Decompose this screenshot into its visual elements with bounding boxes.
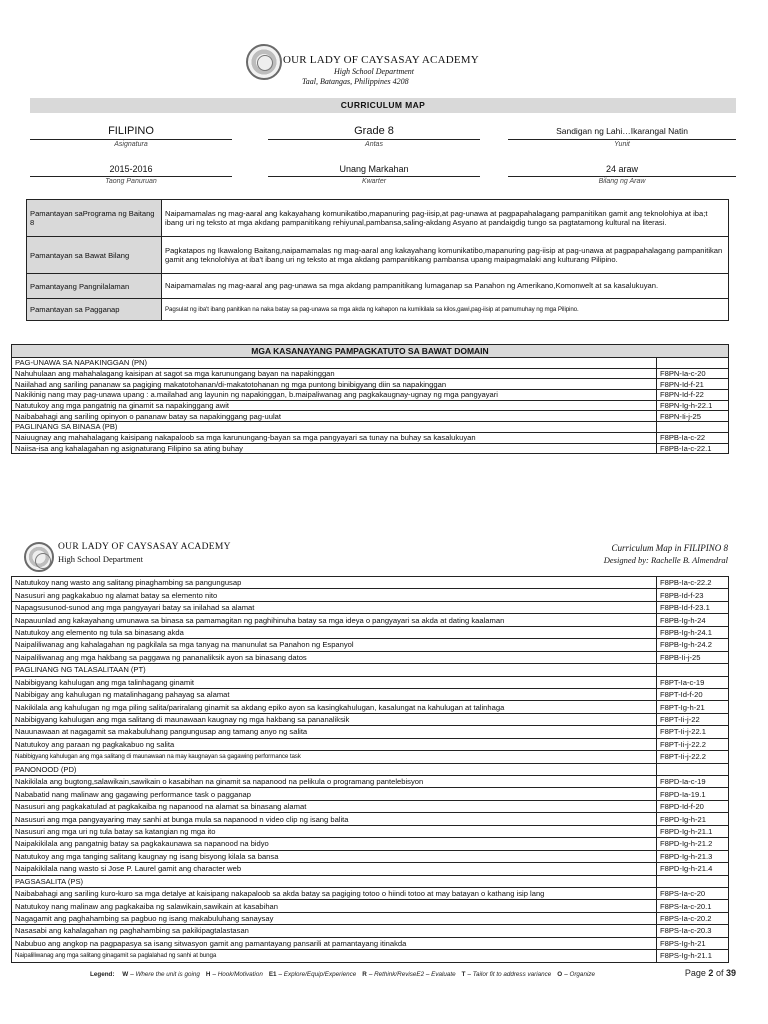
standard-row xyxy=(27,274,729,299)
legend-desc: – Rethink/ReviseE2 – Evaluate xyxy=(368,971,456,978)
page2-school-name: OUR LADY OF CAYSASAY ACADEMY xyxy=(58,542,231,552)
info-days-label: Bilang ng Araw xyxy=(598,178,646,185)
competency-code: F8PD-Ig-h-21.1 xyxy=(657,825,729,837)
competency-text: Naiuugnay ang mahahalagang kaisipang nakapaloob sa mga karunungang-bayan sa mga pangyayari sa tunay na buhay sa kasalukuyan xyxy=(12,432,657,443)
competency-text: Nasasabi ang kahalagahan ng paghahambing sa pakikipagtalastasan xyxy=(12,925,657,937)
competency-code: F8PB-Id-f-23 xyxy=(657,589,729,601)
info-grade-label: Antas xyxy=(365,141,383,148)
competency-text: Natutukoy ang paraan ng pagkakabuo ng salita xyxy=(12,738,657,750)
page2-title: Curriculum Map in FILIPINO 8 xyxy=(611,543,728,553)
legend xyxy=(90,971,595,978)
competency-code: F8PN-Ii-j-25 xyxy=(657,411,729,422)
info-quarter-value: Unang Markahan xyxy=(339,164,409,174)
competency-code: F8PB-Ig-h-24.1 xyxy=(657,626,729,638)
page2-designer: Designed by: Rachelle B. Almendral xyxy=(603,555,728,565)
competency-row xyxy=(12,776,729,788)
competency-text: Naibabahagi ang sariling kuro-kuro sa mga detalye at kaisipang nakapaloob sa akda batay sa pagiging totoo o hiindi totoo at may batayan o kathang isip lang xyxy=(12,887,657,899)
competency-row xyxy=(12,390,729,401)
standard-row xyxy=(27,299,729,321)
competency-code: F8PS-Ig-h-21.1 xyxy=(657,950,729,962)
competency-row xyxy=(12,950,729,962)
info-divider xyxy=(30,176,232,177)
competency-text: Naiilahad ang sariling pananaw sa pagiging makatotohanan/di-makatotohanan ng mga puntong binibigyang diin sa napakinggan xyxy=(12,379,657,390)
info-year-label: Taong Panuruan xyxy=(105,178,157,185)
competency-code: F8PB-Id-f-23.1 xyxy=(657,601,729,613)
competency-text: Napauunlad ang kakayahang umunawa sa binasa sa pamamagitan ng paghihinuha batay sa mga ideya o pangyayari sa akda at dating kaalaman xyxy=(12,614,657,626)
competency-code: F8PS-Ia-c-20.2 xyxy=(657,912,729,924)
competency-code xyxy=(657,664,729,676)
competency-row xyxy=(12,800,729,812)
legend-key: H xyxy=(205,971,211,978)
competency-row xyxy=(12,713,729,725)
competency-text: Naibabahagi ang sariling opinyon o pananaw batay sa napakinggang pag-uulat xyxy=(12,411,657,422)
competency-row xyxy=(12,676,729,688)
page-number xyxy=(685,968,736,978)
school-department: High School Department xyxy=(334,67,414,76)
competency-row xyxy=(12,651,729,663)
competency-row xyxy=(12,443,729,454)
competency-text: Nasusuri ang mga pangyayaring may sanhi at bunga mula sa napanood n video clip ng isang balita xyxy=(12,813,657,825)
competency-row xyxy=(12,738,729,750)
competency-text: Natutukoy ang elemento ng tula sa binasang akda xyxy=(12,626,657,638)
competency-row xyxy=(12,887,729,899)
competency-code: F8PN-Ig-h-22.1 xyxy=(657,400,729,411)
info-subject-value: FILIPINO xyxy=(108,125,154,137)
competency-text: Nasusuri ang mga uri ng tula batay sa katangian ng mga ito xyxy=(12,825,657,837)
page-footer xyxy=(30,968,736,982)
school-address: Taal, Batangas, Philippines 4208 xyxy=(302,77,409,86)
competency-row xyxy=(12,614,729,626)
competency-row xyxy=(12,701,729,713)
legend-key: W xyxy=(122,971,129,978)
competency-row xyxy=(12,937,729,949)
competency-text: Nakikilala ang kahulugan ng mga piling salita/pariralang ginamit sa akdang epiko ayon sa kasingkahulugan, kasalungat na kahulugan at talinhaga xyxy=(12,701,657,713)
competency-text: Nasusuri ang pagkakatulad at pagkakaiba ng napanood na alamat sa binasang alamat xyxy=(12,800,657,812)
competency-text: Naipakikilala ang pangatnig batay sa pagkakaunawa sa napanood na bidyo xyxy=(12,838,657,850)
competency-row xyxy=(12,912,729,924)
legend-item xyxy=(557,971,595,978)
competency-code: F8PB-Ig-h-24.2 xyxy=(657,639,729,651)
competency-text: Nabibigyang kahulugan ang mga salitang di maunawaan kaugnay ng mga hakbang sa pananaliksik xyxy=(12,713,657,725)
competency-code: F8PS-Ia-c-20.1 xyxy=(657,900,729,912)
competency-row xyxy=(12,825,729,837)
competency-text: Nasusuri ang pagkakabuo ng alamat batay sa elemento nito xyxy=(12,589,657,601)
standard-row xyxy=(27,200,729,237)
competency-row xyxy=(12,813,729,825)
competency-text: Napagsusunod-sunod ang mga pangyayari batay sa inilahad sa alamat xyxy=(12,601,657,613)
legend-key: R xyxy=(362,971,367,978)
standard-text: Pagsulat ng iba't ibang panitikan na naka batay sa pag-unawa sa mga akda ng kahapon na kumikilala sa kilos,gawi,pag-iisip at pamumuhay ng mga Pilipino. xyxy=(162,299,729,321)
competency-text: Nahuhulaan ang mahahalagang kaisipan at sagot sa mga karunungang bayan na napakinggan xyxy=(12,368,657,379)
competency-row xyxy=(12,626,729,638)
competency-row xyxy=(12,639,729,651)
competency-text: Nauunawaan at nagagamit sa makabuluhang pangungusap ang tamang anyo ng salita xyxy=(12,726,657,738)
competency-row xyxy=(12,900,729,912)
competency-row xyxy=(12,432,729,443)
competency-code: F8PN-Id-f-22 xyxy=(657,390,729,401)
competency-text: Naipaliliwanag ang mga salitang ginagamit sa paglalahad ng sanhi at bunga xyxy=(12,950,657,962)
school-name: OUR LADY OF CAYSASAY ACADEMY xyxy=(283,54,479,66)
competency-row xyxy=(12,688,729,700)
standard-label: Pamantayan sa Bawat Bilang xyxy=(27,237,162,274)
competency-row xyxy=(12,788,729,800)
legend-desc: – Hook/Motivation xyxy=(212,971,263,978)
competency-text: Nabibigyang kahulugan ang mga talinhagang ginamit xyxy=(12,676,657,688)
competency-code: F8PS-Ia-c-20 xyxy=(657,887,729,899)
competency-text: Nakikilala ang bugtong,salawikain,sawikain o kasabihan na ginamit sa napanood na pelikula o programang pantelebisyon xyxy=(12,776,657,788)
standard-label: Pamantayang Pangnilalaman xyxy=(27,274,162,299)
legend-desc: – Tailor fit to address variance xyxy=(467,971,552,978)
competency-code: F8PT-Ig-h-21 xyxy=(657,701,729,713)
competency-code: F8PD-Id-f-20 xyxy=(657,800,729,812)
competency-row xyxy=(12,411,729,422)
competency-row xyxy=(12,368,729,379)
competency-text: Natutukoy nang malinaw ang pagkakaiba ng salawikain,sawikain at kasabihan xyxy=(12,900,657,912)
competency-row xyxy=(12,726,729,738)
competency-code: F8PB-Ia-c-22.2 xyxy=(657,577,729,589)
domain-section-row xyxy=(12,875,729,887)
competency-code: F8PS-Ig-h-21 xyxy=(657,937,729,949)
page-total: 39 xyxy=(725,968,736,978)
competency-text: Nakikinig nang may pag-unawa upang : a.mailahad ang layunin ng napakinggan, b.maipaliwanag ang pagkakaugnay-ugnay ng mga pangyayari xyxy=(12,390,657,401)
competency-code: F8PB-Ig-h-24 xyxy=(657,614,729,626)
competency-row xyxy=(12,577,729,589)
legend-desc: – Organize xyxy=(564,971,595,978)
domain-section-title: PAGLINANG SA BINASA (PB) xyxy=(12,422,657,433)
info-days-value: 24 araw xyxy=(605,164,639,174)
info-unit-label: Yunit xyxy=(614,141,630,148)
domain-table-page1 xyxy=(11,344,729,454)
competency-code: F8PD-Ig-h-21.3 xyxy=(657,850,729,862)
competency-row xyxy=(12,379,729,390)
competency-text: Nababatid nang malinaw ang gagawing performance task o pagganap xyxy=(12,788,657,800)
info-divider xyxy=(268,176,480,177)
competency-text: Natutukoy ang mga pangatnig na ginamit sa napakinggang awit xyxy=(12,400,657,411)
legend-key: T xyxy=(461,971,466,978)
domain-table-page2 xyxy=(11,576,729,963)
competency-code xyxy=(657,763,729,775)
domain-section-title: PAGSASALITA (PS) xyxy=(12,875,657,887)
info-subject-label: Asignatura xyxy=(114,141,148,148)
legend-item xyxy=(206,971,263,978)
page-current: 2 xyxy=(708,968,714,978)
competency-code xyxy=(657,875,729,887)
legend-desc: – Where the unit is going xyxy=(130,971,200,978)
domain-table-heading: MGA KASANAYANG PAMPAGKATUTO SA BAWAT DOMAIN xyxy=(12,345,729,358)
info-unit-value: Sandigan ng Lahi…Ikarangal Natin xyxy=(556,126,688,136)
standard-text: Naipamamalas ng mag-aaral ang pag-unawa sa mga akdang pampanitikang lumaganap sa Panahon ng Amerikano,Komonwelt at sa kasalukuyan. xyxy=(162,274,729,299)
info-divider xyxy=(268,139,480,140)
info-grade-value: Grade 8 xyxy=(354,125,394,137)
legend-item xyxy=(362,971,455,978)
competency-text: Naipaliliwanag ang kahalagahan ng pagkilala sa mga tanyag na manunulat sa Panahon ng Espanyol xyxy=(12,639,657,651)
competency-code: F8PS-Ia-c-20.3 xyxy=(657,925,729,937)
legend-item xyxy=(122,971,200,978)
competency-text: Naipaliliwanag ang mga hakbang sa paggawa ng pananaliksik ayon sa binasang datos xyxy=(12,651,657,663)
domain-section-title: PAG-UNAWA SA NAPAKINGGAN (PN) xyxy=(12,358,657,369)
competency-code: F8PB-Ii-j-25 xyxy=(657,651,729,663)
info-divider xyxy=(508,139,736,140)
school-seal-icon xyxy=(246,44,282,80)
info-divider xyxy=(508,176,736,177)
legend-key: O xyxy=(557,971,563,978)
page-sep: of xyxy=(715,968,724,978)
competency-code: F8PD-Ia-19.1 xyxy=(657,788,729,800)
competency-text: Naiisa-isa ang kahalagahan ng asignaturang Filipino sa ating buhay xyxy=(12,443,657,454)
competency-code: F8PB-Ia-c-22.1 xyxy=(657,443,729,454)
competency-text: Nabibigay ang kahulugan ng matalinhagang pahayag sa alamat xyxy=(12,688,657,700)
domain-section-row xyxy=(12,763,729,775)
competency-code: F8PT-Ii-j-22.1 xyxy=(657,726,729,738)
competency-code: F8PD-Ig-h-21.2 xyxy=(657,838,729,850)
standard-label: Pamantayan sa Pagganap xyxy=(27,299,162,321)
legend-desc: – Explore/Equip/Experience xyxy=(278,971,357,978)
competency-code: F8PN-Ia-c-20 xyxy=(657,368,729,379)
competency-code: F8PD-Ia-c-19 xyxy=(657,776,729,788)
competency-row xyxy=(12,589,729,601)
competency-code: F8PT-Ii-j-22.2 xyxy=(657,751,729,763)
competency-code: F8PD-Ig-h-21 xyxy=(657,813,729,825)
competency-code: F8PT-Ii-j-22 xyxy=(657,713,729,725)
competency-row xyxy=(12,601,729,613)
legend-prefix: Legend: xyxy=(90,971,115,978)
curriculum-map-banner: CURRICULUM MAP xyxy=(30,98,736,113)
competency-code: F8PN-Id-f-21 xyxy=(657,379,729,390)
competency-text: Natutukoy ang mga tanging salitang kaugnay ng isang bisyong kilala sa bansa xyxy=(12,850,657,862)
domain-section-row xyxy=(12,358,729,369)
domain-section-row xyxy=(12,422,729,433)
competency-row xyxy=(12,838,729,850)
standard-row xyxy=(27,237,729,274)
page-prefix: Page xyxy=(684,968,706,978)
competency-row xyxy=(12,925,729,937)
standard-text: Pagkatapos ng Ikawalong Baitang,naipamamalas ng mag-aaral ang kakayahang komunikatibo,mapanuring pag-iisip at pag-unawa at pagpapahalagang pampanitikan gamit ang teknolohiya at iba't ibang uri ng teksto at mga akdang pampanitikang pambansa upang maipagmalaki ang kulturang Pilipino. xyxy=(162,237,729,274)
page-break xyxy=(0,507,768,537)
domain-section-row xyxy=(12,664,729,676)
competency-row xyxy=(12,400,729,411)
info-year-value: 2015-2016 xyxy=(109,164,153,174)
domain-section-title: PAGLINANG NG TALASALITAAN (PT) xyxy=(12,664,657,676)
competency-text: Nabubuo ang angkop na pagpapasya sa isang sitwasyon gamit ang pamantayang pansarili at pamantayang itinakda xyxy=(12,937,657,949)
competency-code: F8PT-Ia-c-19 xyxy=(657,676,729,688)
legend-item xyxy=(462,971,552,978)
competency-text: Nabibigyang kahulugan ang mga salitang di maunawaan na may kaugnayan sa gagawing performance task xyxy=(12,751,657,763)
competency-code: F8PB-Ia-c-22 xyxy=(657,432,729,443)
competency-text: Natutukoy nang wasto ang salitang pinaghambing sa pangungusap xyxy=(12,577,657,589)
standards-table xyxy=(26,199,729,321)
competency-row xyxy=(12,751,729,763)
domain-section-title: PANONOOD (PD) xyxy=(12,763,657,775)
legend-key: E1 xyxy=(268,971,277,978)
domain-table-heading-row xyxy=(12,345,729,358)
competency-code: F8PT-Id-f-20 xyxy=(657,688,729,700)
competency-code xyxy=(657,358,729,369)
competency-code: F8PD-Ig-h-21.4 xyxy=(657,863,729,875)
standard-label: Pamantayan saPrograma ng Baitang 8 xyxy=(27,200,162,237)
competency-row xyxy=(12,850,729,862)
info-divider xyxy=(30,139,232,140)
legend-item xyxy=(269,971,356,978)
info-quarter-label: Kwarter xyxy=(361,178,387,185)
competency-code: F8PT-Ii-j-22.2 xyxy=(657,738,729,750)
competency-row xyxy=(12,863,729,875)
page2-school-department: High School Department xyxy=(58,554,143,564)
standard-text: Naipamamalas ng mag-aaral ang kakayahang komunikatibo,mapanuring pag-iisip,at pag-unawa at pagpapahalagang pampanitikan gamit ang teknolohiya at iba;t ibang uri ng teksto at mga akdang pampanitikang rehiyunal,pambansa,saling-akdang Asyano at pandaigdig tungo sa pagtatamong kultural na literasi. xyxy=(162,200,729,237)
competency-code xyxy=(657,422,729,433)
competency-text: Nagagamit ang paghahambing sa pagbuo ng isang makabuluhang sanaysay xyxy=(12,912,657,924)
competency-text: Naipakikilala nang wasto si Jose P. Laurel gamit ang character web xyxy=(12,863,657,875)
school-seal-icon xyxy=(24,542,54,572)
